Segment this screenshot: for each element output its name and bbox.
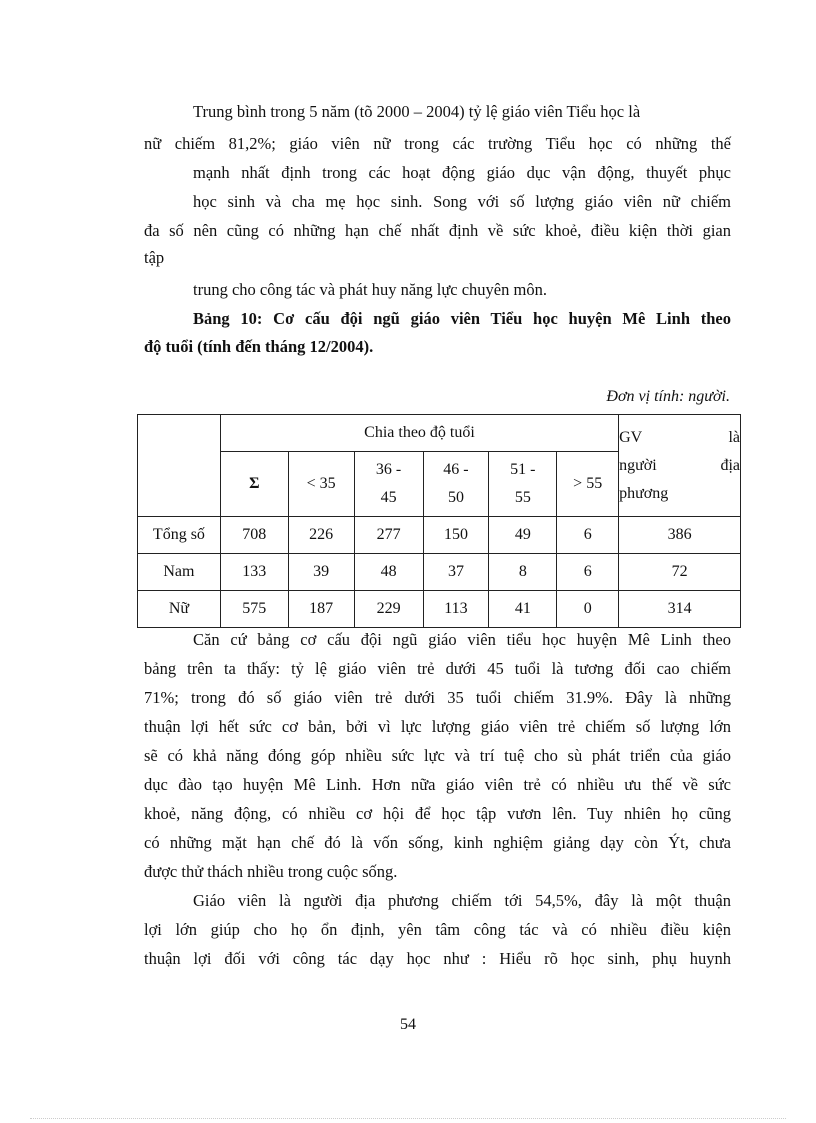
paragraph-line: Trung bình trong 5 năm (tõ 2000 – 2004) tỷ lệ giáo viên Tiểu học là: [193, 102, 641, 121]
age-header: 46 - 50: [423, 452, 489, 517]
paragraph-line: tập: [144, 248, 165, 267]
table-cell: 229: [354, 591, 423, 628]
table-cell: 6: [557, 517, 619, 554]
age-header: 51 - 55: [489, 452, 557, 517]
page-bottom-divider: [30, 1118, 786, 1119]
paragraph-line: nữ chiếm 81,2%; giáo viên nữ trong các trường Tiểu học có những thế: [144, 134, 731, 153]
paragraph-line: sẽ có khả năng đóng góp nhiều sức lực và trí tuệ cho sù phát triển của giáo: [144, 746, 731, 765]
sum-header: Σ: [220, 452, 288, 517]
table-cell: 226: [288, 517, 354, 554]
paragraph-line: mạnh nhất định trong các hoạt động giáo dục vận động, thuyết phục: [193, 163, 731, 182]
table-cell: 8: [489, 554, 557, 591]
table-row: [138, 591, 741, 628]
row-label: Tổng số: [138, 517, 221, 554]
table-cell: 0: [557, 591, 619, 628]
table-cell: 575: [220, 591, 288, 628]
paragraph-line: dục đào tạo huyện Mê Linh. Hơn nữa giáo viên trẻ có nhiều ưu thế về sức: [144, 775, 731, 794]
paragraph-line: 71%; trong đó số giáo viên trẻ dưới 35 tuổi chiếm 31.9%. Đây là những: [144, 688, 731, 707]
table-cell: 277: [354, 517, 423, 554]
table-cell: 37: [423, 554, 489, 591]
table-cell: 41: [489, 591, 557, 628]
corner-cell: [138, 415, 221, 517]
age-header: > 55: [557, 452, 619, 517]
gv-header: GV là người địa phương: [619, 415, 741, 517]
paragraph-line: bảng trên ta thấy: tỷ lệ giáo viên trẻ dưới 45 tuổi là tương đối cao chiếm: [144, 659, 731, 678]
paragraph-line: trung cho công tác và phát huy năng lực chuyên môn.: [193, 280, 547, 299]
paragraph-line: thuận lợi hết sức cơ bản, bởi vì lực lượng giáo viên trẻ chiếm số lượng lớn: [144, 717, 731, 736]
table-cell: 48: [354, 554, 423, 591]
row-label: Nữ: [138, 591, 221, 628]
table-cell: 150: [423, 517, 489, 554]
unit-label: Đơn vị tính: người.: [606, 388, 730, 405]
table-cell: 133: [220, 554, 288, 591]
paragraph-line: thuận lợi đối với công tác dạy học như : Hiểu rõ học sinh, phụ huynh: [144, 949, 731, 968]
paragraph-line: Giáo viên là người địa phương chiếm tới 54,5%, đây là một thuận: [193, 891, 731, 910]
table-cell: 39: [288, 554, 354, 591]
table-cell: 386: [619, 517, 741, 554]
page-number: 54: [400, 1016, 416, 1033]
table-cell: 187: [288, 591, 354, 628]
table-cell: 6: [557, 554, 619, 591]
group-header: Chia theo độ tuổi: [220, 415, 618, 452]
table-cell: 49: [489, 517, 557, 554]
row-label: Nam: [138, 554, 221, 591]
paragraph-line: lợi lớn giúp cho họ ổn định, yên tâm công tác và có nhiều điều kiện: [144, 920, 731, 939]
paragraph-line: Căn cứ bảng cơ cấu đội ngũ giáo viên tiểu học huyện Mê Linh theo: [193, 630, 731, 649]
paragraph-line: đa số nên cũng có những hạn chế nhất định về sức khoẻ, điều kiện thời gian: [144, 221, 731, 240]
age-structure-table: [137, 414, 741, 628]
paragraph-line: được thử thách nhiều trong cuộc sống.: [144, 862, 398, 881]
table-header-row: [138, 415, 741, 452]
table-row: [138, 517, 741, 554]
table-cell: 708: [220, 517, 288, 554]
table-row: [138, 554, 741, 591]
age-header: 36 - 45: [354, 452, 423, 517]
paragraph-line: có những mặt hạn chế đó là vốn sống, kinh nghiệm giảng dạy còn Ýt, chưa: [144, 833, 731, 852]
paragraph-line: khoẻ, năng động, có nhiều cơ hội để học tập vươn lên. Tuy nhiên họ cũng: [144, 804, 731, 823]
table-title-line: Bảng 10: Cơ cấu đội ngũ giáo viên Tiểu học huyện Mê Linh theo: [193, 309, 731, 328]
table-cell: 314: [619, 591, 741, 628]
table-cell: 113: [423, 591, 489, 628]
table-title-line: độ tuổi (tính đến tháng 12/2004).: [144, 337, 374, 356]
table-cell: 72: [619, 554, 741, 591]
paragraph-line: học sinh và cha mẹ học sinh. Song với số lượng giáo viên nữ chiếm: [193, 192, 731, 211]
age-header: < 35: [288, 452, 354, 517]
